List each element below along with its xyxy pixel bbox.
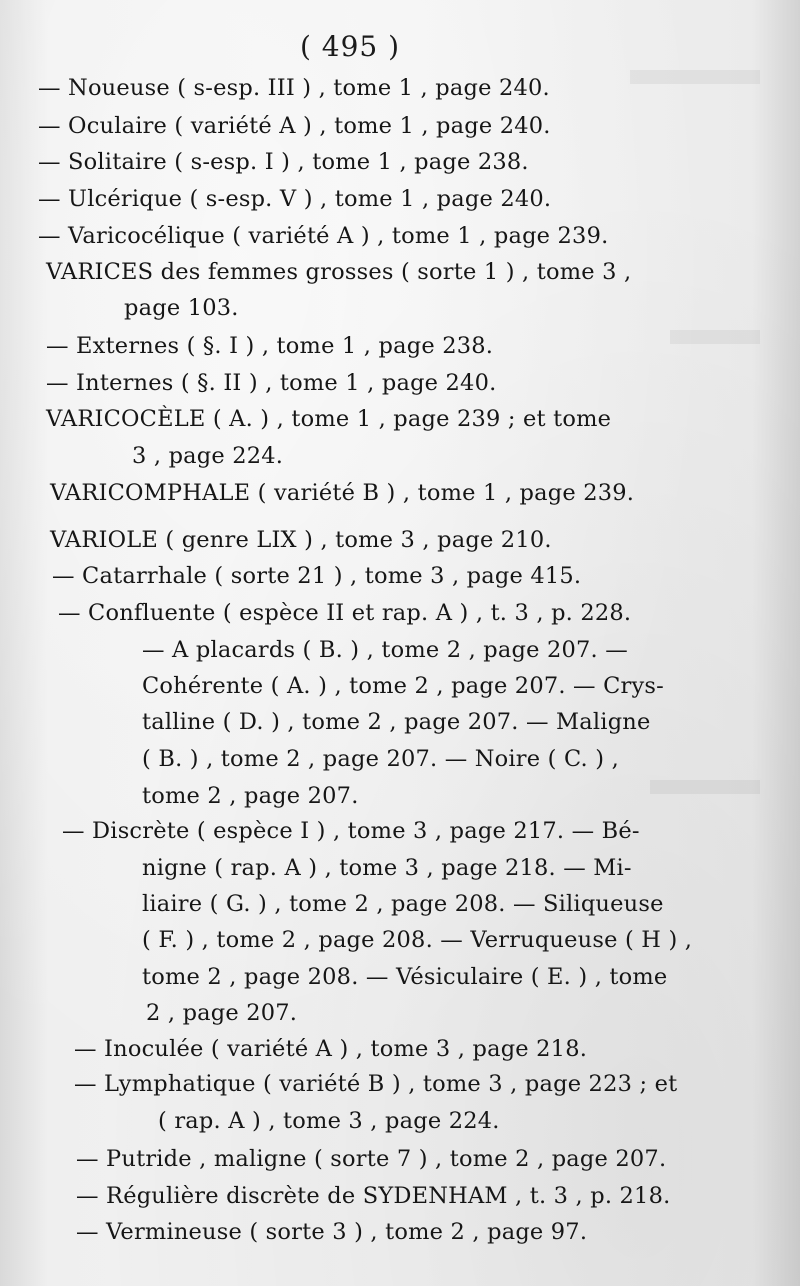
index-entry-varicocelique: — Varicocélique ( variété A ) , tome 1 , page 239. [38,223,609,249]
index-entry-externes: — Externes ( §. I ) , tome 1 , page 238. [46,333,494,359]
index-entry-discrete: — Discrète ( espèce I ) , tome 3 , page 217. — Bé- [62,818,640,844]
index-entry-inoculee: — Inoculée ( variété A ) , tome 3 , page 218. [74,1036,588,1062]
index-entry-noueuse: — Noueuse ( s-esp. III ) , tome 1 , page 240. [38,75,550,101]
index-entry-solitaire: — Solitaire ( s-esp. I ) , tome 1 , page 238. [38,149,529,175]
bleed-through-mark [670,330,760,344]
bleed-through-mark [650,780,760,794]
bleed-through-mark [630,70,760,84]
index-entry-continuation: 3 , page 224. [132,443,284,469]
index-entry-lymphatique: — Lymphatique ( variété B ) , tome 3 , page 223 ; et [74,1071,678,1097]
index-subentry-siliqueuse: ( F. ) , tome 2 , page 208. — Verruqueuse ( H ) , [142,927,693,953]
index-entry-catarrhale: — Catarrhale ( sorte 21 ) , tome 3 , page 415. [52,563,582,589]
index-entry-varices: VARICES des femmes grosses ( sorte 1 ) , tome 3 , [46,259,632,285]
index-entry-ulcerique: — Ulcérique ( s-esp. V ) , tome 1 , page 240. [38,186,552,212]
index-entry-varicomphale: VARICOMPHALE ( variété B ) , tome 1 , page 239. [50,480,635,506]
index-entry-confluente: — Confluente ( espèce II et rap. A ) , t. 3 , p. 228. [58,600,632,626]
index-entry-vermineuse: — Vermineuse ( sorte 3 ) , tome 2 , page 97. [76,1219,588,1245]
index-subentry-verruqueuse: tome 2 , page 208. — Vésiculaire ( E. ) , tome [142,964,668,990]
index-subentry-crystalline: talline ( D. ) , tome 2 , page 207. — Maligne [142,709,651,735]
page-number: ( 495 ) [299,30,401,63]
index-subentry-benigne: nigne ( rap. A ) , tome 3 , page 218. — Mi- [142,855,632,881]
index-entry-continuation: page 103. [124,295,239,321]
index-entry-varicocele: VARICOCÈLE ( A. ) , tome 1 , page 239 ; et tome [46,406,612,432]
index-entry-putride: — Putride , maligne ( sorte 7 ) , tome 2 , page 207. [76,1146,667,1172]
index-subentry-continuation: 2 , page 207. [146,1000,298,1026]
index-entry-continuation: ( rap. A ) , tome 3 , page 224. [158,1108,500,1134]
index-subentry-coherente: Cohérente ( A. ) , tome 2 , page 207. — Crys- [142,673,664,699]
index-entry-variole: VARIOLE ( genre LIX ) , tome 3 , page 210. [50,527,552,553]
index-subentry-maligne: ( B. ) , tome 2 , page 207. — Noire ( C. ) , [142,746,619,772]
index-entry-internes: — Internes ( §. II ) , tome 1 , page 240. [46,370,497,396]
index-entry-oculaire: — Oculaire ( variété A ) , tome 1 , page 240. [38,113,551,139]
index-entry-reguliere: — Régulière discrète de SYDENHAM , t. 3 , p. 218. [76,1183,671,1209]
index-subentry-continuation: tome 2 , page 207. [142,783,359,809]
index-subentry-a-placards: — A placards ( B. ) , tome 2 , page 207. — [142,637,628,663]
index-subentry-miliaire: liaire ( G. ) , tome 2 , page 208. — Siliqueuse [142,891,664,917]
